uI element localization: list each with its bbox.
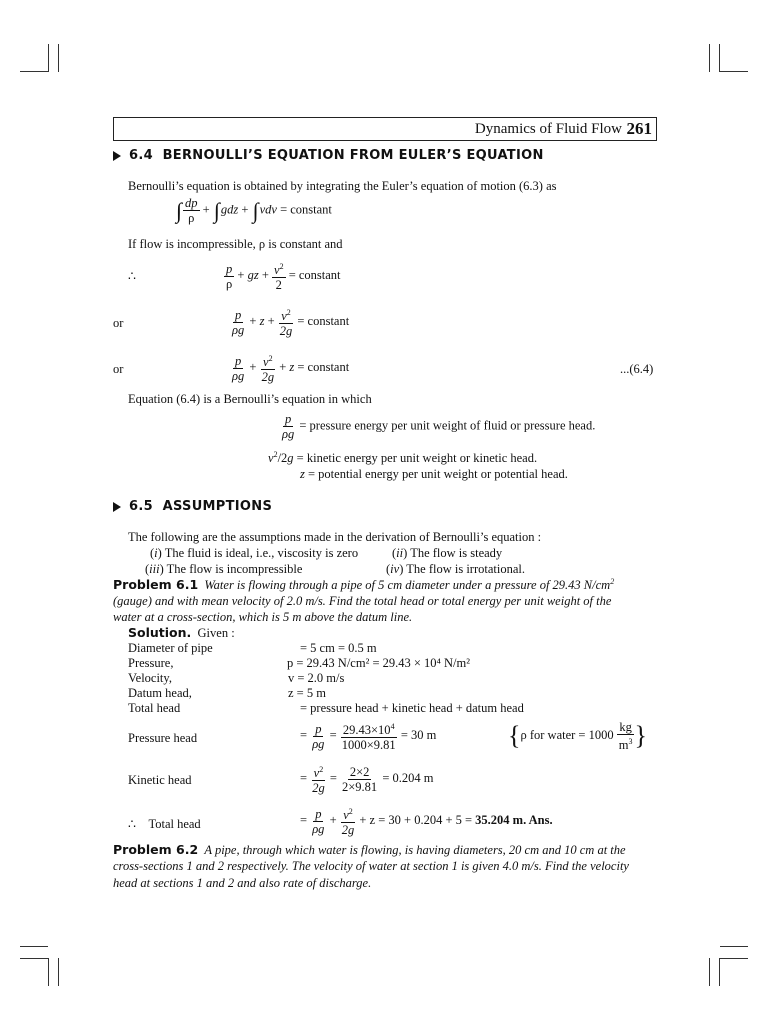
given-label-velocity: Velocity, bbox=[128, 671, 172, 685]
euler-integral-equation: ∫ $\frac{dp}{\rho}$ + ∫gdz + ∫vdv = constant bbox=[176, 196, 332, 225]
given-label-diameter: Diameter of pipe bbox=[128, 641, 213, 655]
problem-6-2-line1: Problem 6.2 A pipe, through which water is flowing, is having diameters, 20 cm and 10 cm at the bbox=[113, 842, 626, 857]
bernoulli-equation-6-4: $\frac{p}{\rho g}$ + $\frac{v^2}{2g}$ + z = constant bbox=[232, 353, 350, 385]
crop-mark-bottom-right-h bbox=[720, 946, 748, 947]
section-heading-6-5: 6.5 ASSUMPTIONS bbox=[113, 499, 272, 514]
crop-mark-bottom-left-v1 bbox=[48, 958, 49, 986]
section-marker-icon bbox=[113, 151, 121, 161]
crop-mark-top-left-v1 bbox=[48, 44, 49, 72]
bernoulli-form-2: $\frac{p}{\rho g}$ + z + $\frac{v^2}{2g}$ = constant bbox=[232, 307, 350, 339]
problem-6-2-line2: cross-sections 1 and 2 respectively. The velocity of water at section 1 is given 4.0 m/s. Find the velocity bbox=[113, 859, 629, 873]
crop-mark-top-right-v2 bbox=[719, 44, 720, 72]
given-label-pressure: Pressure, bbox=[128, 656, 174, 670]
crop-mark-bottom-left-h bbox=[20, 946, 48, 947]
problem-6-1-line1: Problem 6.1 Water is flowing through a pipe of 5 cm diameter under a pressure of 29.43 $N/cm^2$ bbox=[113, 577, 615, 593]
problem-6-1-line3: water at a cross-section, which is 5 m above the datum line. bbox=[113, 610, 413, 624]
given-label-datum: Datum head, bbox=[128, 686, 192, 700]
equation-intro: Equation (6.4) is a Bernoulli’s equation in which bbox=[128, 392, 372, 406]
incompressible-note: If flow is incompressible, ρ is constant and bbox=[128, 237, 343, 251]
bernoulli-form-1: $\frac{p}{\rho}$ + gz + $\frac{v^2}{2}$ = constant bbox=[226, 261, 341, 293]
crop-mark-bottom-right-h2 bbox=[720, 958, 748, 959]
crop-mark-bottom-left-v2 bbox=[58, 958, 59, 986]
assumptions-intro: The following are the assumptions made in the derivation of Bernoulli’s equation : bbox=[128, 530, 542, 544]
crop-mark-bottom-right-v2 bbox=[719, 958, 720, 986]
crop-mark-top-right-h bbox=[720, 71, 748, 72]
solution-heading: Solution. Given : bbox=[128, 625, 235, 640]
total-head-answer: 35.204 m. Ans. bbox=[475, 812, 553, 827]
given-value-datum: z = 5 m bbox=[288, 686, 326, 700]
definition-pressure-head: $\frac{p}{\rho g}$ = pressure energy per unit weight of fluid or pressure head. bbox=[282, 412, 596, 441]
pressure-head-calc: = $\frac{p}{\rho g}$ = $\frac{29.43\times 10^4}{1000\times 9.81}$ = 30 m bbox=[300, 721, 437, 753]
equation-number-6-4: ...(6.4) bbox=[620, 362, 654, 376]
or-label-1: or bbox=[113, 316, 124, 330]
crop-mark-top-right-v1 bbox=[709, 44, 710, 72]
crop-mark-top-left-h bbox=[20, 71, 48, 72]
problem-6-1-line2: (gauge) and with mean velocity of 2.0 m/s. Find the total head or total energy per unit weight of the bbox=[113, 594, 612, 608]
crop-mark-bottom-left-h2 bbox=[20, 958, 48, 959]
assumption-ii: (ii) The flow is steady bbox=[392, 546, 503, 560]
crop-mark-top-left-v2 bbox=[58, 44, 59, 72]
assumption-iii: (iii) The flow is incompressible bbox=[145, 562, 303, 576]
assumption-iv: (iv) The flow is irrotational. bbox=[386, 562, 525, 576]
given-label-total-head: Total head bbox=[128, 701, 181, 715]
or-label-2: or bbox=[113, 362, 124, 376]
total-head-calc: = $\frac{p}{\rho g}$ + $\frac{v^2}{2g}$ + z = 30 + 0.204 + 5 = 35.204 m. Ans. bbox=[300, 806, 553, 838]
definition-potential-head: z = potential energy per unit weight or potential head. bbox=[300, 467, 568, 481]
given-value-velocity: v = 2.0 m/s bbox=[288, 671, 345, 685]
pressure-head-label: Pressure head bbox=[128, 731, 198, 745]
crop-mark-bottom-right-v1 bbox=[709, 958, 710, 986]
definition-kinetic-head: $v^2/2g$ = kinetic energy per unit weight or kinetic head. bbox=[268, 450, 538, 466]
problem-6-2-line3: head at sections 1 and 2 and also rate of discharge. bbox=[113, 876, 372, 890]
rho-water-note: {ρ for water = 1000 $\frac{kg}{m^3}$ } bbox=[508, 720, 647, 753]
running-header bbox=[113, 117, 657, 141]
page-number: 261 bbox=[626, 119, 652, 138]
kinetic-head-label: Kinetic head bbox=[128, 773, 192, 787]
kinetic-head-calc: = $\frac{v^2}{2g}$ = $\frac{2\times 2}{2\times 9.81}$ = 0.204 m bbox=[300, 764, 434, 796]
given-value-total-head: = pressure head + kinetic head + datum head bbox=[300, 701, 524, 715]
section-intro: Bernoulli’s equation is obtained by integrating the Euler’s equation of motion (6.3) as bbox=[128, 179, 557, 193]
header-title: Dynamics of Fluid Flow bbox=[474, 121, 622, 137]
given-value-pressure: p = 29.43 N/cm² = 29.43 × 10⁴ N/m² bbox=[287, 656, 470, 670]
total-head-label: ∴ Total head bbox=[128, 817, 201, 831]
section-heading-6-4: 6.4 BERNOULLI’S EQUATION FROM EULER’S EQUATION bbox=[113, 148, 544, 163]
therefore-symbol: ∴ bbox=[128, 269, 136, 283]
section-marker-icon bbox=[113, 502, 121, 512]
assumption-i: (i) The fluid is ideal, i.e., viscosity is zero bbox=[150, 546, 359, 560]
given-value-diameter: = 5 cm = 0.5 m bbox=[300, 641, 377, 655]
